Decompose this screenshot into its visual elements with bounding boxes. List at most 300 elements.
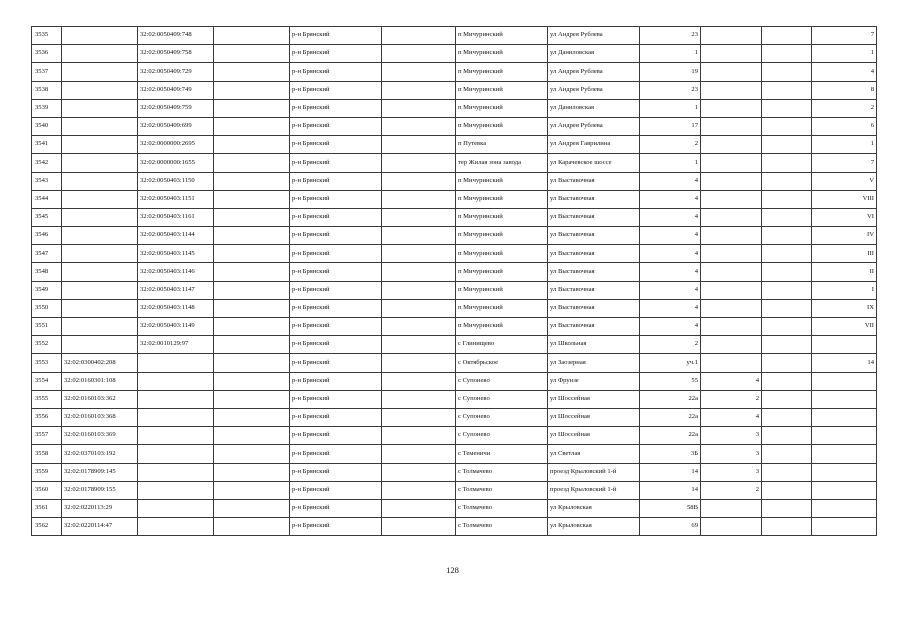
settlement-cell: п Мичуринский [456,190,548,208]
apartment-number-cell: 2 [812,99,877,117]
settlement-cell: п Мичуринский [456,27,548,45]
cadastral-number-a-cell: 32:02:0160301:108 [62,372,138,390]
apartment-number-cell [812,445,877,463]
table-row [32,81,877,99]
street-cell: ул Шоссейная [548,427,640,445]
district-cell: р-н Брянский [290,354,382,372]
empty-col-2-cell [382,336,456,354]
empty-col-cell [214,117,290,135]
cadastral-number-a-cell: 32:02:0178909:155 [62,481,138,499]
cadastral-number-a-cell [62,117,138,135]
empty-col-3-cell [762,27,812,45]
empty-col-cell [214,463,290,481]
empty-col-2-cell [382,408,456,426]
street-cell: ул Выставочная [548,172,640,190]
cadastral-number-b-cell [138,372,214,390]
empty-col-cell [214,354,290,372]
settlement-cell: п Мичуринский [456,81,548,99]
apartment-number-cell [812,518,877,536]
row-number-cell: 3543 [32,172,62,190]
empty-col-3-cell [762,45,812,63]
settlement-cell: с Супонево [456,427,548,445]
cadastral-number-b-cell: 32:02:0050409:758 [138,45,214,63]
cadastral-number-b-cell: 32:02:0050409:748 [138,27,214,45]
apartment-number-cell [812,427,877,445]
cadastral-number-a-cell [62,154,138,172]
empty-col-2-cell [382,117,456,135]
row-number-cell: 3555 [32,390,62,408]
empty-col-3-cell [762,372,812,390]
street-cell: ул Выставочная [548,190,640,208]
cadastral-number-a-cell [62,190,138,208]
empty-col-3-cell [762,190,812,208]
cadastral-number-b-cell [138,499,214,517]
settlement-cell: с Толмачево [456,499,548,517]
empty-col-2-cell [382,245,456,263]
apartment-number-cell [812,463,877,481]
street-cell: ул Крыловская [548,499,640,517]
unit-number-cell [701,499,762,517]
apartment-number-cell [812,499,877,517]
settlement-cell: п Мичуринский [456,172,548,190]
table-row [32,354,877,372]
apartment-number-cell: V [812,172,877,190]
district-cell: р-н Брянский [290,263,382,281]
empty-col-cell [214,227,290,245]
empty-col-2-cell [382,318,456,336]
empty-col-2-cell [382,208,456,226]
apartment-number-cell: IX [812,299,877,317]
empty-col-2-cell [382,445,456,463]
cadastral-table [31,26,877,536]
district-cell: р-н Брянский [290,518,382,536]
empty-col-cell [214,481,290,499]
house-number-cell: 2 [640,336,701,354]
house-number-cell: 3Б [640,445,701,463]
empty-col-2-cell [382,45,456,63]
district-cell: р-н Брянский [290,499,382,517]
district-cell: р-н Брянский [290,372,382,390]
row-number-cell: 3558 [32,445,62,463]
house-number-cell: 19 [640,63,701,81]
empty-col-3-cell [762,227,812,245]
street-cell: ул Выставочная [548,245,640,263]
table-row [32,281,877,299]
house-number-cell: 1 [640,45,701,63]
row-number-cell: 3562 [32,518,62,536]
unit-number-cell [701,27,762,45]
apartment-number-cell: 8 [812,81,877,99]
empty-col-cell [214,390,290,408]
table-row [32,336,877,354]
unit-number-cell [701,245,762,263]
cadastral-number-b-cell [138,408,214,426]
empty-col-3-cell [762,281,812,299]
house-number-cell: 14 [640,463,701,481]
empty-col-3-cell [762,481,812,499]
table-row [32,63,877,81]
row-number-cell: 3541 [32,136,62,154]
street-cell: ул Андрея Рублева [548,27,640,45]
empty-col-2-cell [382,499,456,517]
unit-number-cell: 3 [701,445,762,463]
row-number-cell: 3537 [32,63,62,81]
empty-col-2-cell [382,99,456,117]
table-row [32,318,877,336]
empty-col-3-cell [762,354,812,372]
district-cell: р-н Брянский [290,27,382,45]
cadastral-number-b-cell: 32:02:0050403:1151 [138,190,214,208]
settlement-cell: п Мичуринский [456,99,548,117]
unit-number-cell [701,281,762,299]
empty-col-2-cell [382,136,456,154]
table-body [32,27,877,536]
apartment-number-cell [812,336,877,354]
empty-col-cell [214,263,290,281]
cadastral-number-b-cell: 32:02:0010129:97 [138,336,214,354]
unit-number-cell [701,227,762,245]
row-number-cell: 3557 [32,427,62,445]
settlement-cell: п Мичуринский [456,117,548,135]
row-number-cell: 3554 [32,372,62,390]
apartment-number-cell: VII [812,318,877,336]
cadastral-number-a-cell [62,318,138,336]
empty-col-cell [214,372,290,390]
unit-number-cell [701,172,762,190]
cadastral-number-a-cell: 32:02:0300402:208 [62,354,138,372]
row-number-cell: 3556 [32,408,62,426]
street-cell: ул Выставочная [548,281,640,299]
settlement-cell: п Мичуринский [456,63,548,81]
cadastral-number-a-cell [62,208,138,226]
cadastral-number-a-cell: 32:02:0370103:192 [62,445,138,463]
empty-col-2-cell [382,190,456,208]
cadastral-number-b-cell [138,463,214,481]
street-cell: ул Даниловская [548,99,640,117]
house-number-cell: 4 [640,208,701,226]
row-number-cell: 3561 [32,499,62,517]
empty-col-3-cell [762,518,812,536]
empty-col-3-cell [762,318,812,336]
apartment-number-cell [812,390,877,408]
street-cell: ул Заозерная [548,354,640,372]
district-cell: р-н Брянский [290,390,382,408]
street-cell: ул Шоссейная [548,408,640,426]
house-number-cell: 14 [640,481,701,499]
settlement-cell: с Теменичи [456,445,548,463]
row-number-cell: 3551 [32,318,62,336]
row-number-cell: 3552 [32,336,62,354]
cadastral-number-b-cell: 32:02:0050403:1147 [138,281,214,299]
district-cell: р-н Брянский [290,245,382,263]
cadastral-number-a-cell [62,172,138,190]
table-row [32,117,877,135]
empty-col-cell [214,154,290,172]
unit-number-cell [701,336,762,354]
empty-col-cell [214,63,290,81]
settlement-cell: тер Жилая зона завода [456,154,548,172]
table-row [32,208,877,226]
empty-col-cell [214,299,290,317]
apartment-number-cell: III [812,245,877,263]
empty-col-2-cell [382,281,456,299]
street-cell: ул Крыловская [548,518,640,536]
street-cell: ул Фрунзе [548,372,640,390]
empty-col-3-cell [762,172,812,190]
cadastral-number-a-cell [62,63,138,81]
row-number-cell: 3546 [32,227,62,245]
street-cell: ул Выставочная [548,227,640,245]
table-row [32,99,877,117]
house-number-cell: 23 [640,27,701,45]
house-number-cell: 23 [640,81,701,99]
table-row [32,27,877,45]
district-cell: р-н Брянский [290,427,382,445]
unit-number-cell [701,45,762,63]
table-row [32,154,877,172]
apartment-number-cell: 1 [812,45,877,63]
street-cell: ул Шоссейная [548,390,640,408]
district-cell: р-н Брянский [290,81,382,99]
row-number-cell: 3538 [32,81,62,99]
cadastral-number-b-cell: 32:02:0050403:1149 [138,318,214,336]
apartment-number-cell: I [812,281,877,299]
row-number-cell: 3540 [32,117,62,135]
table-row [32,227,877,245]
empty-col-3-cell [762,263,812,281]
cadastral-number-b-cell: 32:02:0050409:759 [138,99,214,117]
empty-col-cell [214,27,290,45]
cadastral-number-a-cell [62,263,138,281]
table-row [32,136,877,154]
apartment-number-cell [812,481,877,499]
empty-col-2-cell [382,481,456,499]
settlement-cell: п Мичуринский [456,299,548,317]
cadastral-number-b-cell: 32:02:0050403:1146 [138,263,214,281]
unit-number-cell: 3 [701,427,762,445]
cadastral-number-b-cell [138,481,214,499]
cadastral-number-a-cell [62,81,138,99]
empty-col-cell [214,99,290,117]
apartment-number-cell: VI [812,208,877,226]
apartment-number-cell [812,408,877,426]
empty-col-2-cell [382,354,456,372]
house-number-cell: 22а [640,427,701,445]
empty-col-3-cell [762,336,812,354]
settlement-cell: с Толмачево [456,518,548,536]
cadastral-number-a-cell: 32:02:0178909:145 [62,463,138,481]
empty-col-3-cell [762,499,812,517]
settlement-cell: п Путевка [456,136,548,154]
district-cell: р-н Брянский [290,445,382,463]
cadastral-number-b-cell: 32:02:0000000:2695 [138,136,214,154]
district-cell: р-н Брянский [290,63,382,81]
empty-col-cell [214,245,290,263]
table-row [32,518,877,536]
house-number-cell: 4 [640,245,701,263]
empty-col-cell [214,136,290,154]
empty-col-3-cell [762,445,812,463]
empty-col-2-cell [382,427,456,445]
empty-col-3-cell [762,463,812,481]
cadastral-number-b-cell: 32:02:0050403:1144 [138,227,214,245]
empty-col-2-cell [382,81,456,99]
unit-number-cell [701,299,762,317]
house-number-cell: 55 [640,372,701,390]
cadastral-number-b-cell: 32:02:0050403:1148 [138,299,214,317]
empty-col-cell [214,45,290,63]
street-cell: ул Андрея Рублева [548,81,640,99]
settlement-cell: с Супонево [456,390,548,408]
cadastral-number-b-cell [138,518,214,536]
apartment-number-cell: 14 [812,354,877,372]
empty-col-3-cell [762,299,812,317]
cadastral-number-b-cell [138,427,214,445]
unit-number-cell [701,318,762,336]
empty-col-2-cell [382,63,456,81]
house-number-cell: 4 [640,318,701,336]
house-number-cell: 2 [640,136,701,154]
district-cell: р-н Брянский [290,154,382,172]
settlement-cell: п Мичуринский [456,318,548,336]
apartment-number-cell: 1 [812,136,877,154]
house-number-cell: 4 [640,172,701,190]
unit-number-cell [701,81,762,99]
cadastral-number-a-cell: 32:02:0160103:369 [62,427,138,445]
cadastral-number-a-cell: 32:02:0160103:362 [62,390,138,408]
street-cell: ул Выставочная [548,263,640,281]
row-number-cell: 3545 [32,208,62,226]
empty-col-2-cell [382,463,456,481]
row-number-cell: 3549 [32,281,62,299]
empty-col-3-cell [762,81,812,99]
cadastral-number-b-cell: 32:02:0000000:1655 [138,154,214,172]
house-number-cell: 4 [640,227,701,245]
settlement-cell: п Мичуринский [456,45,548,63]
table-row [32,463,877,481]
cadastral-number-b-cell: 32:02:0050403:1145 [138,245,214,263]
district-cell: р-н Брянский [290,172,382,190]
house-number-cell: 4 [640,190,701,208]
house-number-cell: 4 [640,281,701,299]
empty-col-cell [214,172,290,190]
row-number-cell: 3542 [32,154,62,172]
empty-col-3-cell [762,117,812,135]
empty-col-2-cell [382,227,456,245]
empty-col-2-cell [382,263,456,281]
table-row [32,45,877,63]
house-number-cell: 1 [640,99,701,117]
house-number-cell: 58В [640,499,701,517]
settlement-cell: п Мичуринский [456,263,548,281]
empty-col-3-cell [762,154,812,172]
empty-col-3-cell [762,99,812,117]
apartment-number-cell: 6 [812,117,877,135]
apartment-number-cell: 7 [812,27,877,45]
cadastral-number-b-cell: 32:02:0050409:729 [138,63,214,81]
settlement-cell: п Мичуринский [456,281,548,299]
settlement-cell: с Супонево [456,408,548,426]
district-cell: р-н Брянский [290,336,382,354]
table-row [32,390,877,408]
cadastral-number-b-cell [138,354,214,372]
street-cell: ул Андрея Гаврилина [548,136,640,154]
district-cell: р-н Брянский [290,299,382,317]
unit-number-cell [701,117,762,135]
cadastral-number-a-cell: 32:02:0160103:368 [62,408,138,426]
district-cell: р-н Брянский [290,408,382,426]
street-cell: ул Андрея Рублева [548,117,640,135]
empty-col-cell [214,336,290,354]
district-cell: р-н Брянский [290,99,382,117]
table-row [32,499,877,517]
cadastral-number-a-cell [62,299,138,317]
row-number-cell: 3559 [32,463,62,481]
row-number-cell: 3539 [32,99,62,117]
empty-col-3-cell [762,208,812,226]
district-cell: р-н Брянский [290,227,382,245]
settlement-cell: с Глинищево [456,336,548,354]
empty-col-2-cell [382,172,456,190]
row-number-cell: 3553 [32,354,62,372]
table-row [32,190,877,208]
street-cell: ул Андрея Рублева [548,63,640,81]
street-cell: ул Выставочная [548,318,640,336]
table-row [32,427,877,445]
cadastral-number-b-cell [138,445,214,463]
empty-col-cell [214,81,290,99]
cadastral-number-b-cell: 32:02:0050409:749 [138,81,214,99]
settlement-cell: п Мичуринский [456,208,548,226]
unit-number-cell [701,518,762,536]
settlement-cell: п Мичуринский [456,245,548,263]
settlement-cell: п Мичуринский [456,227,548,245]
empty-col-3-cell [762,136,812,154]
house-number-cell: 4 [640,299,701,317]
row-number-cell: 3548 [32,263,62,281]
street-cell: проезд Крыловский 1-й [548,463,640,481]
house-number-cell: 69 [640,518,701,536]
district-cell: р-н Брянский [290,208,382,226]
district-cell: р-н Брянский [290,136,382,154]
unit-number-cell [701,99,762,117]
empty-col-2-cell [382,518,456,536]
empty-col-3-cell [762,427,812,445]
house-number-cell: 17 [640,117,701,135]
table-row [32,372,877,390]
cadastral-number-a-cell [62,245,138,263]
empty-col-2-cell [382,372,456,390]
district-cell: р-н Брянский [290,281,382,299]
district-cell: р-н Брянский [290,117,382,135]
street-cell: ул Выставочная [548,208,640,226]
empty-col-cell [214,190,290,208]
empty-col-2-cell [382,27,456,45]
empty-col-3-cell [762,390,812,408]
settlement-cell: с Супонево [456,372,548,390]
row-number-cell: 3560 [32,481,62,499]
settlement-cell: с Толмачево [456,463,548,481]
unit-number-cell: 3 [701,463,762,481]
district-cell: р-н Брянский [290,463,382,481]
row-number-cell: 3536 [32,45,62,63]
table-row [32,263,877,281]
cadastral-number-b-cell [138,390,214,408]
empty-col-3-cell [762,245,812,263]
street-cell: ул Даниловская [548,45,640,63]
empty-col-2-cell [382,154,456,172]
district-cell: р-н Брянский [290,45,382,63]
